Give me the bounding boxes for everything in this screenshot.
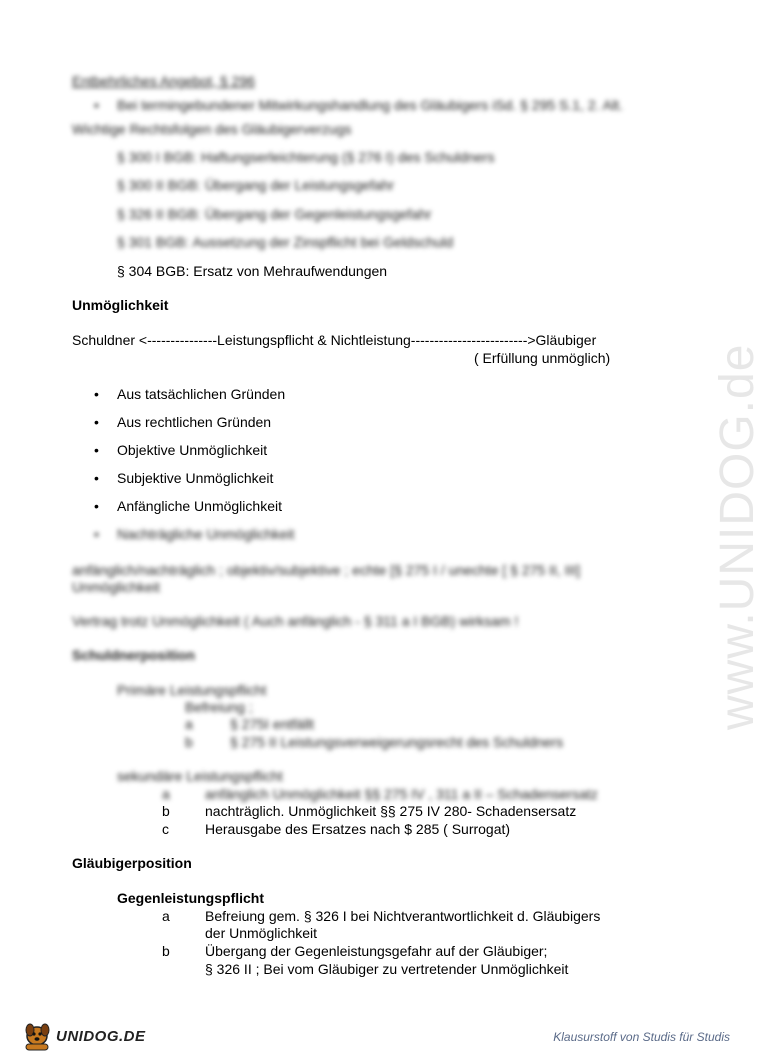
bullet-marker: • xyxy=(94,498,99,514)
bullet-marker: • xyxy=(94,386,99,402)
blurred-middle-line1: anfänglich/nachträglich ; objektiv/subjektive ; echte [§ 275 I / unechte [ § 275 II, III] xyxy=(72,562,581,578)
watermark xyxy=(670,270,764,730)
blurred-b-text: § 275 II Leistungsverweigerungsrecht des Schuldners xyxy=(230,734,564,750)
bullet-item: Aus tatsächlichen Gründen xyxy=(117,386,286,402)
footer-tagline: Klausurstoff von Studis für Studis xyxy=(553,1030,730,1044)
blurred-bullet-text: Bei termingebundener Mitwirkungshandlung des Gläubigers iSd. § 295 S.1, 2. Alt. xyxy=(117,97,623,113)
list-item-continuation: der Unmöglichkeit xyxy=(205,925,318,941)
blurred-primaer: Primäre Leistungspflicht xyxy=(117,682,267,698)
bullet-marker: • xyxy=(94,470,99,486)
list-letter: b xyxy=(162,803,170,819)
blurred-befreiung: Befreiung ; xyxy=(185,699,253,715)
blurred-item-3: § 326 II BGB: Übergang der Gegenleistungsgefahr xyxy=(117,206,432,222)
bullet-marker: • xyxy=(94,442,99,458)
bullet-item-blurred: Nachträgliche Unmöglichkeit xyxy=(117,526,295,542)
dog-icon xyxy=(22,1018,56,1052)
blurred-rechtsfolgen: Wichtige Rechtsfolgen des Gläubigerverzugs xyxy=(72,121,352,137)
bullet-item: Aus rechtlichen Gründen xyxy=(117,414,272,430)
list-item-continuation: § 326 II ; Bei vom Gläubiger zu vertretender Unmöglichkeit xyxy=(205,961,569,977)
blurred-schuldnerposition: Schuldnerposition xyxy=(72,647,195,663)
relation-line: Schuldner <---------------Leistungspflicht & Nichtleistung------------------------->Gläubiger xyxy=(72,332,597,348)
list-item: Befreiung gem. § 326 I bei Nichtverantwortlichkeit d. Gläubigers xyxy=(205,908,601,924)
heading-glaeubigerposition: Gläubigerposition xyxy=(72,855,192,871)
blurred-a-letter: a xyxy=(185,716,193,732)
watermark-text: www.UNIDOG.de xyxy=(711,343,764,730)
list-item: Übergang der Gegenleistungsgefahr auf der Gläubiger; xyxy=(205,943,548,959)
footer-logo xyxy=(22,1018,152,1052)
list-letter: a xyxy=(162,908,170,924)
subheading-gegenleistungspflicht: Gegenleistungspflicht xyxy=(117,890,265,906)
relation-sub: ( Erfüllung unmöglich) xyxy=(474,350,611,366)
bullet-marker: • xyxy=(94,414,99,430)
blurred-a-text: § 275I entfällt xyxy=(230,716,315,732)
heading-unmoeglichkeit: Unmöglichkeit xyxy=(72,297,169,313)
blurred-sekundaer: sekundäre Leistungspflicht xyxy=(117,768,283,784)
blurred-item-4: § 301 BGB: Aussetzung der Zinspflicht bei Geldschuld xyxy=(117,234,454,250)
list-item: nachträglich. Unmöglichkeit §§ 275 IV 280- Schadensersatz xyxy=(205,803,577,819)
bullet-item: Subjektive Unmöglichkeit xyxy=(117,470,274,486)
blurred-b-letter: b xyxy=(185,734,193,750)
list-letter: c xyxy=(162,821,169,837)
logo-text: UNIDOG.DE xyxy=(56,1028,146,1045)
blurred-partial-a-text: anfänglich Unmöglichkeit §§ 275 IV , 311 a II – Schadensersatz xyxy=(205,786,598,802)
bullet-item: Anfängliche Unmöglichkeit xyxy=(117,498,282,514)
blurred-middle-line2: Unmöglichkeit xyxy=(72,579,160,595)
list-item: Herausgabe des Ersatzes nach $ 285 ( Surrogat) xyxy=(205,821,511,837)
blurred-middle-line3: Vertrag trotz Unmöglichkeit ( Auch anfänglich - § 311 a I BGB) wirksam ! xyxy=(72,613,519,629)
blurred-bullet-marker: • xyxy=(94,97,99,113)
blurred-item-2: § 300 II BGB: Übergang der Leistungsgefahr xyxy=(117,177,395,193)
item-304: § 304 BGB: Ersatz von Mehraufwendungen xyxy=(117,263,388,279)
list-letter: b xyxy=(162,943,170,959)
blurred-partial-a-letter: a xyxy=(162,786,170,802)
blurred-item-1: § 300 I BGB: Haftungserleichterung (§ 276 I) des Schuldners xyxy=(117,149,495,165)
bullet-marker: • xyxy=(94,526,99,542)
blurred-title: Entbehrliches Angebot, § 296 xyxy=(72,73,255,89)
bullet-item: Objektive Unmöglichkeit xyxy=(117,442,268,458)
